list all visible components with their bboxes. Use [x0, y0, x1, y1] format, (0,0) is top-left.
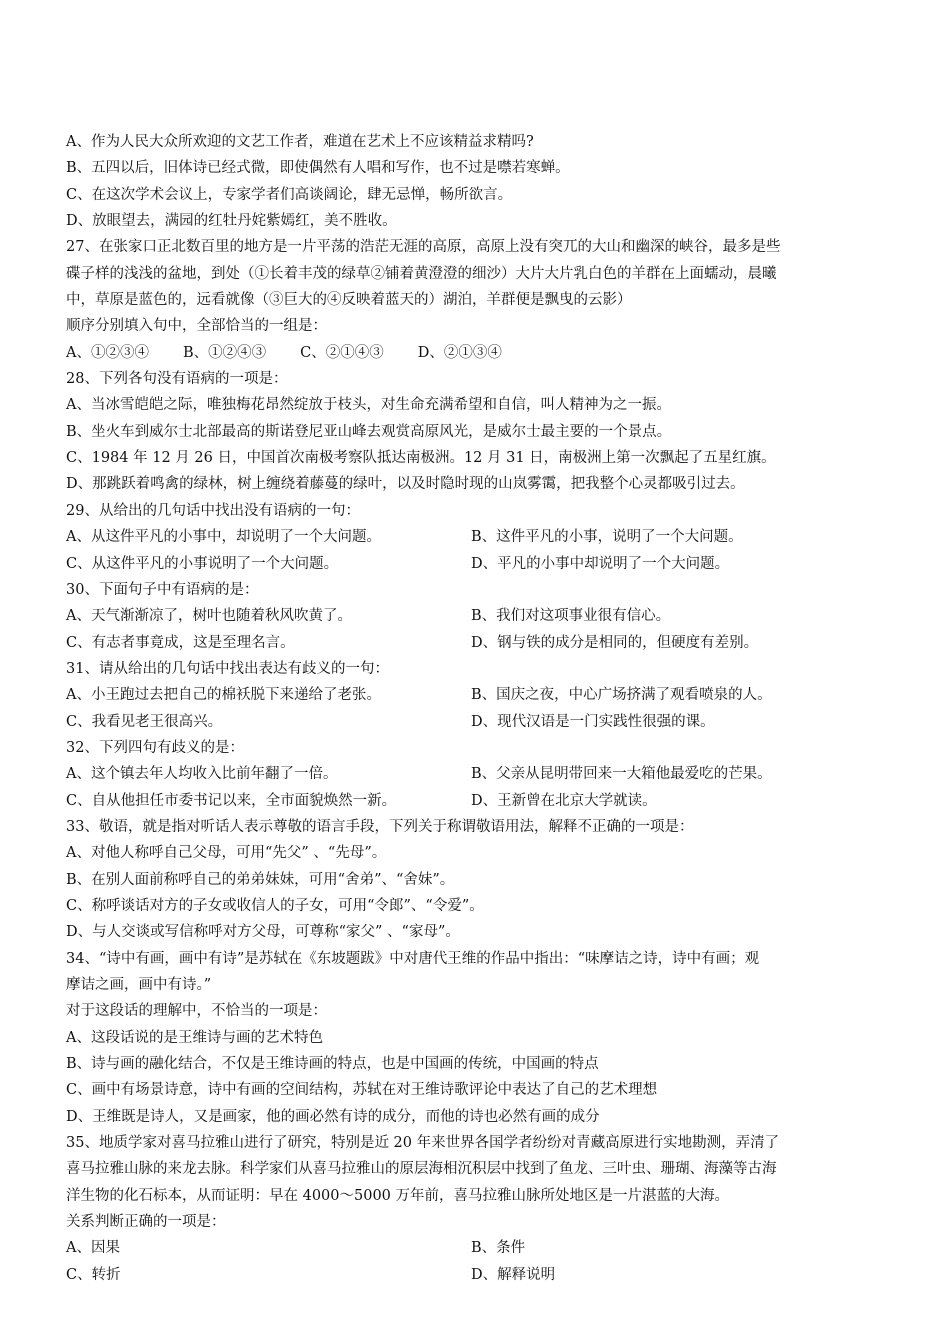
- q27-stem-line-1: 27、在张家口正北数百里的地方是一片平荡的浩茫无涯的高原，高原上没有突兀的大山和幽深的峡谷，最多是些: [66, 239, 781, 256]
- q33-option-a: A、对他人称呼自己父母，可用“先父” 、“先母”。: [66, 845, 387, 862]
- q35-prompt: 关系判断正确的一项是：: [66, 1214, 226, 1231]
- q29-option-c: C、从这件平凡的小事说明了一个大问题。: [66, 555, 339, 572]
- q27-option-b: B、①②④③: [182, 344, 267, 361]
- q32-stem: 32、下列四句有歧义的是：: [66, 739, 244, 756]
- q27-option-d: D、②①③④: [417, 344, 502, 361]
- q35-options-row-1: [66, 1235, 896, 1261]
- q34-stem-line-2: 摩诘之画，画中有诗。”: [66, 977, 212, 993]
- q32-option-a: A、这个镇去年人均收入比前年翻了一倍。: [66, 766, 338, 783]
- q31-option-b: B、国庆之夜，中心广场挤满了观看喷泉的人。: [471, 687, 772, 704]
- q28-option-d: D、那跳跃着鸣禽的绿林，树上缠绕着藤蔓的绿叶，以及时隐时现的山岚雾霭，把我整个心灵都吸引过去。: [66, 476, 745, 493]
- q35-option-d: D、解释说明: [471, 1266, 556, 1283]
- q31-options-row-2: [66, 709, 896, 735]
- q30-stem: 30、下面句子中有语病的是：: [66, 581, 259, 598]
- q30-option-b: B、我们对这项事业很有信心。: [471, 608, 671, 625]
- q35-option-a: A、因果: [66, 1240, 120, 1257]
- q30-options-row-2: [66, 630, 896, 656]
- q33-option-d: D、与人交谈或写信称呼对方父母，可尊称“家父” 、“家母”。: [66, 924, 460, 941]
- q31-option-c: C、我看见老王很高兴。: [66, 713, 223, 730]
- q34-option-d: D、王维既是诗人，又是画家，他的画必然有诗的成分，而他的诗也必然有画的成分: [66, 1108, 600, 1125]
- q26-option-d: D、放眼望去，满园的红牡丹姹紫嫣红，美不胜收。: [66, 213, 397, 230]
- q31-stem: 31、请从给出的几句话中找出表达有歧义的一句：: [66, 660, 389, 677]
- q32-option-c: C、自从他担任市委书记以来，全市面貌焕然一新。: [66, 792, 397, 809]
- q32-options-row-1: [66, 761, 896, 787]
- q34-prompt: 对于这段话的理解中，不恰当的一项是：: [66, 1003, 327, 1020]
- q27-option-a: A、①②③④: [66, 344, 149, 361]
- q28-option-b: B、坐火车到威尔士北部最高的斯诺登尼亚山峰去观赏高原风光，是威尔士最主要的一个景点。: [66, 423, 672, 440]
- q27-options: [66, 340, 896, 366]
- q35-option-c: C、转折: [66, 1266, 121, 1283]
- q31-option-d: D、现代汉语是一门实践性很强的课。: [471, 713, 715, 730]
- q26-option-b: B、五四以后，旧体诗已经式微，即使偶然有人唱和写作，也不过是噤若寒蝉。: [66, 160, 570, 177]
- q29-option-d: D、平凡的小事中却说明了一个大问题。: [471, 555, 730, 572]
- q35-stem-line-1: 35、地质学家对喜马拉雅山进行了研究，特别是近 20 年来世界各国学者纷纷对青藏高原进行实地勘测，弄清了: [66, 1135, 780, 1152]
- q32-option-b: B、父亲从昆明带回来一大箱他最爱吃的芒果。: [471, 766, 772, 783]
- q28-option-c: C、1984 年 12 月 26 日，中国首次南极考察队抵达南极洲。12 月 31 日，南极洲上第一次飘起了五星红旗。: [66, 450, 776, 467]
- q32-options-row-2: [66, 788, 896, 814]
- q34-option-c: C、画中有场景诗意，诗中有画的空间结构，苏轼在对王维诗歌评论中表达了自己的艺术理想: [66, 1082, 658, 1099]
- q35-options-row-2: [66, 1262, 896, 1288]
- q31-options-row-1: [66, 682, 896, 708]
- q30-option-a: A、天气渐渐凉了，树叶也随着秋风吹黄了。: [66, 608, 352, 625]
- q26-option-c: C、在这次学术会议上，专家学者们高谈阔论，肆无忌惮，畅所欲言。: [66, 186, 513, 203]
- q32-option-d: D、王新曾在北京大学就读。: [471, 792, 657, 809]
- q27-option-c: C、②①④③: [300, 344, 384, 361]
- q30-options-row-1: [66, 603, 896, 629]
- q27-stem-line-2: 碟子样的浅浅的盆地，到处（①长着丰茂的绿草②铺着黄澄澄的细沙）大片大片乳白色的羊群在上面蠕动，晨曦: [66, 265, 777, 282]
- q31-option-a: A、小王跑过去把自己的棉袄脱下来递给了老张。: [66, 687, 381, 704]
- q29-stem: 29、从给出的几句话中找出没有语病的一句：: [66, 502, 360, 519]
- q34-stem-line-1: 34、“诗中有画，画中有诗”是苏轼在《东坡题跋》中对唐代王维的作品中指出：“味摩诘之诗，诗中有画；观: [66, 950, 760, 967]
- q27-prompt: 顺序分别填入句中，全部恰当的一组是：: [66, 318, 327, 335]
- q33-stem: 33、敬语，就是指对听话人表示尊敬的语言手段，下列关于称谓敬语用法，解释不正确的一项是：: [66, 818, 694, 835]
- q35-stem-line-2: 喜马拉雅山脉的来龙去脉。科学家们从喜马拉雅山的原层海相沉积层中找到了鱼龙、三叶虫、珊瑚、海藻等古海: [66, 1161, 777, 1178]
- q28-stem: 28、下列各句没有语病的一项是：: [66, 371, 288, 388]
- q27-stem-line-3: 中，草原是蓝色的，远看就像（③巨大的④反映着蓝天的）湖泊，羊群便是飘曳的云影）: [66, 292, 632, 309]
- q29-option-a: A、从这件平凡的小事中，却说明了一个大问题。: [66, 529, 381, 546]
- q29-options-row-2: [66, 551, 896, 577]
- q26-option-a: A、作为人民大众所欢迎的文艺工作者，难道在艺术上不应该精益求精吗?: [66, 134, 534, 150]
- q29-options-row-1: [66, 524, 896, 550]
- q34-option-a: A、这段话说的是王维诗与画的艺术特色: [66, 1029, 323, 1046]
- q34-option-b: B、诗与画的融化结合，不仅是王维诗画的特点，也是中国画的传统，中国画的特点: [66, 1056, 599, 1073]
- q30-option-d: D、钢与铁的成分是相同的，但硬度有差别。: [471, 634, 759, 651]
- q30-option-c: C、有志者事竟成，这是至理名言。: [66, 634, 295, 651]
- q28-option-a: A、当冰雪皑皑之际，唯独梅花昂然绽放于枝头，对生命充满希望和自信，叫人精神为之一振。: [66, 397, 671, 414]
- question-list: [66, 129, 896, 1288]
- q35-stem-line-3: 洋生物的化石标本，从而证明：早在 4000～5000 万年前，喜马拉雅山脉所处地区是一片湛蓝的大海。: [66, 1187, 730, 1204]
- q35-option-b: B、条件: [471, 1240, 526, 1257]
- q29-option-b: B、这件平凡的小事，说明了一个大问题。: [471, 529, 743, 546]
- q33-option-c: C、称呼谈话对方的子女或收信人的子女，可用“令郎”、“令爱”。: [66, 897, 484, 914]
- q33-option-b: B、在别人面前称呼自己的弟弟妹妹，可用“舍弟”、“舍妹”。: [66, 871, 455, 888]
